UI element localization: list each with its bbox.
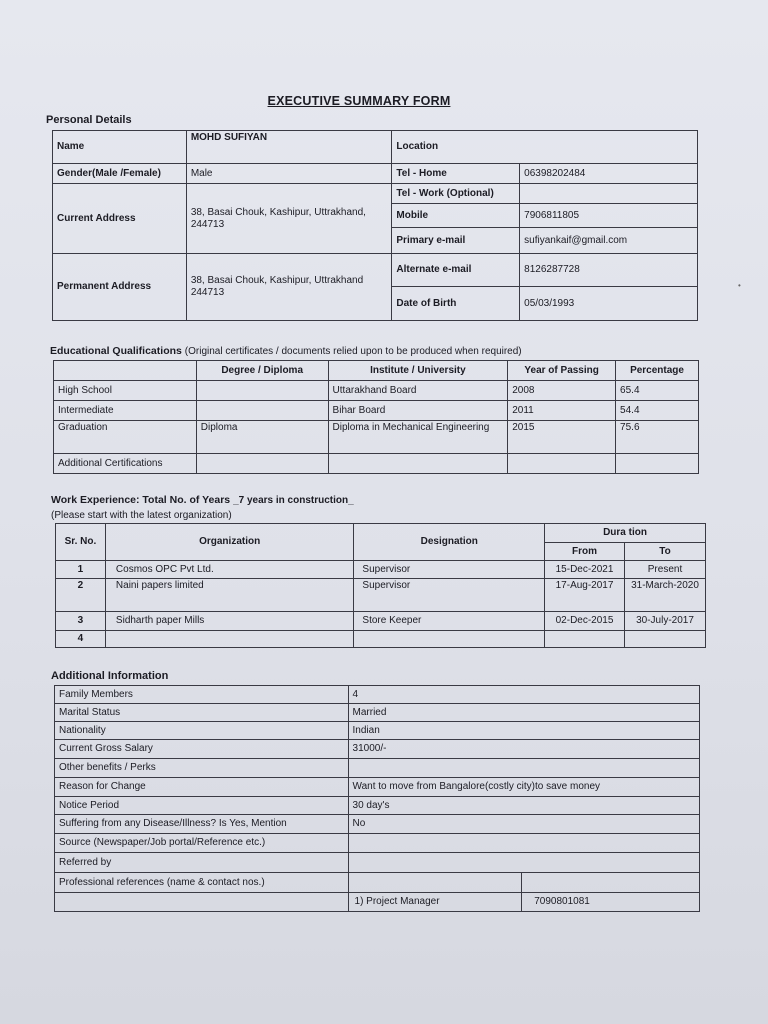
table-row (55, 759, 700, 778)
work-header-org: Organization (105, 524, 353, 561)
work-cell: 17-Aug-2017 (545, 579, 625, 612)
permanent-address-label: Permanent Address (53, 254, 187, 321)
edu-cell: High School (54, 381, 197, 401)
edu-cell: Graduation (54, 421, 197, 454)
info-label: Professional references (name & contact nos.) (55, 873, 349, 893)
work-total-years: _7 years in construction_ (233, 495, 354, 506)
education-note: (Original certificates / documents relied upon to be produced when required) (184, 346, 522, 357)
table-row (55, 873, 700, 893)
work-cell: 31-March-2020 (625, 579, 706, 612)
info-value: 30 day's (348, 797, 699, 815)
mobile-label: Mobile (392, 204, 520, 228)
info-value: 4 (348, 686, 699, 704)
work-header-duration: Dura tion (545, 524, 706, 543)
table-row (55, 704, 700, 722)
alternate-email-value: 8126287728 (520, 254, 698, 287)
work-cell: 15-Dec-2021 (545, 561, 625, 579)
additional-info-heading: Additional Information (51, 670, 169, 682)
stray-mark: • (738, 281, 741, 290)
info-label: Marital Status (55, 704, 349, 722)
table-row (55, 722, 700, 740)
alternate-email-label: Alternate e-mail (392, 254, 520, 287)
edu-cell: 2015 (508, 421, 616, 454)
info-value: Indian (348, 722, 699, 740)
work-cell: 30-July-2017 (625, 612, 706, 631)
work-heading-line (51, 494, 354, 506)
edu-cell: 54.4 (616, 401, 699, 421)
work-heading: Work Experience: Total No. of Years (51, 494, 231, 506)
edu-cell (196, 381, 328, 401)
additional-info-table (54, 685, 700, 912)
table-row (54, 381, 699, 401)
education-header-cell: Institute / University (328, 361, 508, 381)
work-cell: 2 (56, 579, 106, 612)
table-row (54, 401, 699, 421)
mobile-value: 7906811805 (520, 204, 698, 228)
table-row (54, 421, 699, 454)
info-value (348, 834, 699, 853)
work-note: (Please start with the latest organization) (51, 510, 232, 521)
table-row (55, 797, 700, 815)
table-row (55, 853, 700, 873)
edu-cell: 75.6 (616, 421, 699, 454)
tel-home-label: Tel - Home (392, 164, 520, 184)
current-address-value: 38, Basai Chouk, Kashipur, Uttrakhand, 244713 (186, 184, 392, 254)
table-row (54, 454, 699, 474)
info-label: Source (Newspaper/Job portal/Reference etc.) (55, 834, 349, 853)
table-row (55, 815, 700, 834)
work-cell: 1 (56, 561, 106, 579)
edu-cell: 2011 (508, 401, 616, 421)
info-label: Nationality (55, 722, 349, 740)
info-label: Suffering from any Disease/Illness? Is Yes, Mention (55, 815, 349, 834)
education-table (53, 360, 699, 474)
table-row (55, 740, 700, 759)
info-label: Notice Period (55, 797, 349, 815)
info-value (348, 853, 699, 873)
info-value (348, 759, 699, 778)
edu-cell (196, 401, 328, 421)
education-header-cell (54, 361, 197, 381)
info-label: Family Members (55, 686, 349, 704)
edu-cell: Uttarakhand Board (328, 381, 508, 401)
edu-cell (328, 454, 508, 474)
work-header-designation: Designation (354, 524, 545, 561)
work-cell: Present (625, 561, 706, 579)
info-value: No (348, 815, 699, 834)
education-heading-line (50, 345, 522, 357)
permanent-address-value: 38, Basai Chouk, Kashipur, Uttrakhand 244713 (186, 254, 392, 321)
table-row (55, 893, 700, 912)
table-row (56, 561, 706, 579)
work-cell (625, 631, 706, 648)
name-label: Name (53, 131, 187, 164)
education-header-cell: Year of Passing (508, 361, 616, 381)
edu-cell: Additional Certifications (54, 454, 197, 474)
table-row (55, 686, 700, 704)
gender-value: Male (186, 164, 392, 184)
work-cell (354, 631, 545, 648)
work-cell: Sidharth paper Mills (105, 612, 353, 631)
edu-cell: 2008 (508, 381, 616, 401)
table-row (55, 834, 700, 853)
info-label: Reason for Change (55, 778, 349, 797)
current-address-label: Current Address (53, 184, 187, 254)
gender-label: Gender(Male /Female) (53, 164, 187, 184)
work-experience-table (55, 523, 706, 648)
education-header-cell: Percentage (616, 361, 699, 381)
table-row (56, 579, 706, 612)
table-row (56, 631, 706, 648)
edu-cell: Diploma (196, 421, 328, 454)
info-value: Want to move from Bangalore(costly city)to save money (348, 778, 699, 797)
personal-details-table (52, 130, 698, 321)
reference-name: 1) Project Manager (348, 893, 522, 912)
primary-email-label: Primary e-mail (392, 228, 520, 254)
dob-label: Date of Birth (392, 287, 520, 321)
tel-work-value (520, 184, 698, 204)
work-header-row (56, 524, 706, 543)
table-row (55, 778, 700, 797)
edu-cell (616, 454, 699, 474)
table-row (56, 612, 706, 631)
edu-cell: 65.4 (616, 381, 699, 401)
edu-cell: Diploma in Mechanical Engineering (328, 421, 508, 454)
reference-spacer (55, 893, 349, 912)
work-cell: Store Keeper (354, 612, 545, 631)
work-cell (105, 631, 353, 648)
edu-cell (196, 454, 328, 474)
work-cell: 4 (56, 631, 106, 648)
education-header-row (54, 361, 699, 381)
work-header-sr: Sr. No. (56, 524, 106, 561)
tel-home-value: 06398202484 (520, 164, 698, 184)
work-cell: Supervisor (354, 561, 545, 579)
edu-cell: Intermediate (54, 401, 197, 421)
work-header-to: To (625, 543, 706, 561)
info-label: Other benefits / Perks (55, 759, 349, 778)
tel-work-label: Tel - Work (Optional) (392, 184, 520, 204)
name-value: MOHD SUFIYAN (186, 131, 392, 164)
edu-cell: Bihar Board (328, 401, 508, 421)
form-title: EXECUTIVE SUMMARY FORM (267, 94, 451, 108)
dob-value: 05/03/1993 (520, 287, 698, 321)
info-label: Referred by (55, 853, 349, 873)
info-value: 31000/- (348, 740, 699, 759)
info-value (348, 873, 522, 893)
primary-email-value: sufiyankaif@gmail.com (520, 228, 698, 254)
info-value-extra (522, 873, 700, 893)
work-cell (545, 631, 625, 648)
education-heading: Educational Qualifications (50, 345, 182, 357)
education-header-cell: Degree / Diploma (196, 361, 328, 381)
info-label: Current Gross Salary (55, 740, 349, 759)
work-header-from: From (545, 543, 625, 561)
work-cell: Naini papers limited (105, 579, 353, 612)
reference-contact: 7090801081 (522, 893, 700, 912)
edu-cell (508, 454, 616, 474)
work-cell: 3 (56, 612, 106, 631)
personal-details-heading: Personal Details (46, 114, 132, 126)
work-cell: 02-Dec-2015 (545, 612, 625, 631)
info-value: Married (348, 704, 699, 722)
work-cell: Cosmos OPC Pvt Ltd. (105, 561, 353, 579)
location-label: Location (392, 131, 698, 164)
work-cell: Supervisor (354, 579, 545, 612)
